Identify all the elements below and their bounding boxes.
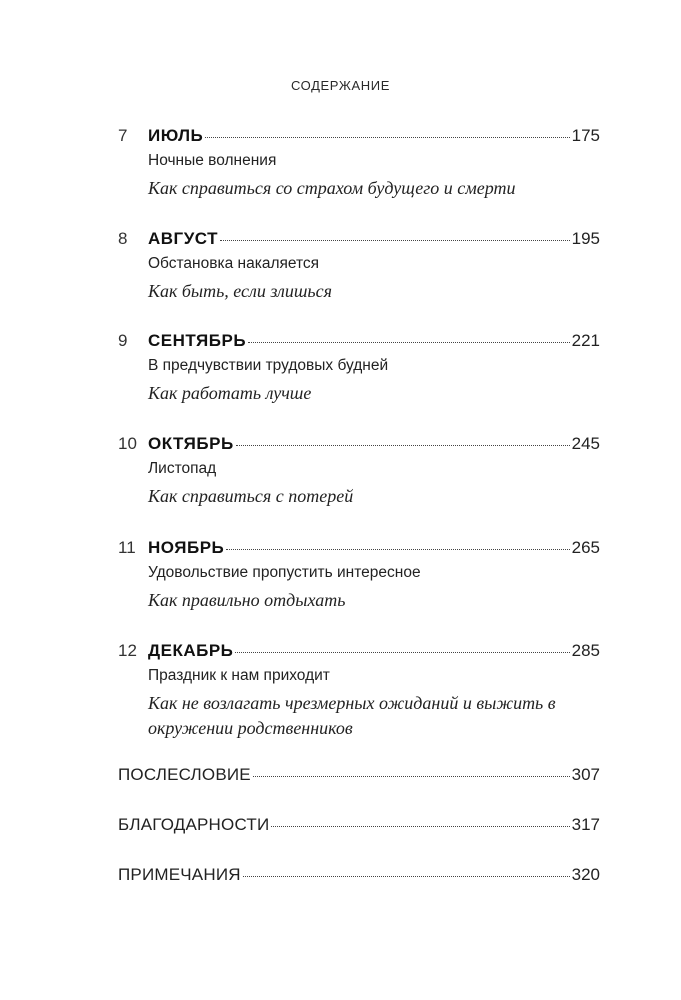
chapter-number: 10 <box>118 434 137 453</box>
chapter-entry-july <box>118 126 600 201</box>
back-matter-row <box>118 815 600 837</box>
dot-leader <box>235 652 569 653</box>
dot-leader <box>205 137 569 138</box>
chapter-heading-row <box>118 126 600 148</box>
chapter-number: 12 <box>118 641 137 660</box>
back-matter-title: ПОСЛЕСЛОВИЕ <box>118 765 251 784</box>
chapter-title: ИЮЛЬ <box>148 126 204 145</box>
page-number: 265 <box>571 538 600 557</box>
chapter-theme: Как не возлагать чрезмерных ожиданий и выжить в окружении родственников <box>148 693 556 738</box>
page-number: 221 <box>571 331 600 350</box>
chapter-theme: Как работать лучше <box>148 383 312 403</box>
chapter-number: 11 <box>118 538 136 557</box>
chapter-entry-october <box>118 434 600 509</box>
chapter-subtitle: Ночные волнения <box>148 152 277 169</box>
chapter-entry-december <box>118 641 600 741</box>
chapter-title: НОЯБРЬ <box>148 538 225 557</box>
chapter-heading-row <box>118 434 600 456</box>
chapter-heading-row <box>118 331 600 353</box>
chapter-number: 8 <box>118 229 128 248</box>
afterword-entry <box>118 765 600 787</box>
dot-leader <box>253 776 570 777</box>
back-matter-row <box>118 865 600 887</box>
page-number: 307 <box>571 765 600 784</box>
chapter-title: АВГУСТ <box>148 229 219 248</box>
chapter-number: 9 <box>118 331 128 350</box>
dot-leader <box>271 826 569 827</box>
dot-leader <box>220 240 570 241</box>
page-title: СОДЕРЖАНИЕ <box>290 78 390 93</box>
page-number: 175 <box>571 126 600 145</box>
chapter-entry-november <box>118 538 600 613</box>
chapter-title: ОКТЯБРЬ <box>148 434 234 453</box>
chapter-theme: Как справиться с потерей <box>148 486 354 506</box>
dot-leader <box>248 342 570 343</box>
chapter-heading-row <box>118 641 600 663</box>
chapter-theme: Как быть, если злишься <box>148 281 332 301</box>
chapter-subtitle: Удовольствие пропустить интересное <box>148 564 421 581</box>
notes-entry <box>118 865 600 887</box>
acknowledgements-entry <box>118 815 600 837</box>
back-matter-row <box>118 765 600 787</box>
dot-leader <box>236 445 570 446</box>
chapter-entry-september <box>118 331 600 406</box>
chapter-subtitle: Обстановка накаляется <box>148 255 320 272</box>
dot-leader <box>226 549 569 550</box>
chapter-subtitle: Листопад <box>148 460 217 477</box>
back-matter-title: БЛАГОДАРНОСТИ <box>118 815 270 834</box>
page-number: 320 <box>571 865 600 884</box>
back-matter-title: ПРИМЕЧАНИЯ <box>118 865 241 884</box>
chapter-entry-august <box>118 229 600 304</box>
chapter-heading-row <box>118 538 600 560</box>
page-number: 285 <box>571 641 600 660</box>
chapter-theme: Как справиться со страхом будущего и смерти <box>148 178 516 198</box>
page-number: 317 <box>571 815 600 834</box>
chapter-number: 7 <box>118 126 128 145</box>
chapter-subtitle: В предчувствии трудовых будней <box>148 357 389 374</box>
chapter-heading-row <box>118 229 600 251</box>
page-number: 245 <box>571 434 600 453</box>
chapter-title: ДЕКАБРЬ <box>148 641 234 660</box>
page-number: 195 <box>571 229 600 248</box>
chapter-subtitle: Праздник к нам приходит <box>148 667 330 684</box>
chapter-theme: Как правильно отдыхать <box>148 590 346 610</box>
dot-leader <box>243 876 570 877</box>
chapter-title: СЕНТЯБРЬ <box>148 331 247 350</box>
